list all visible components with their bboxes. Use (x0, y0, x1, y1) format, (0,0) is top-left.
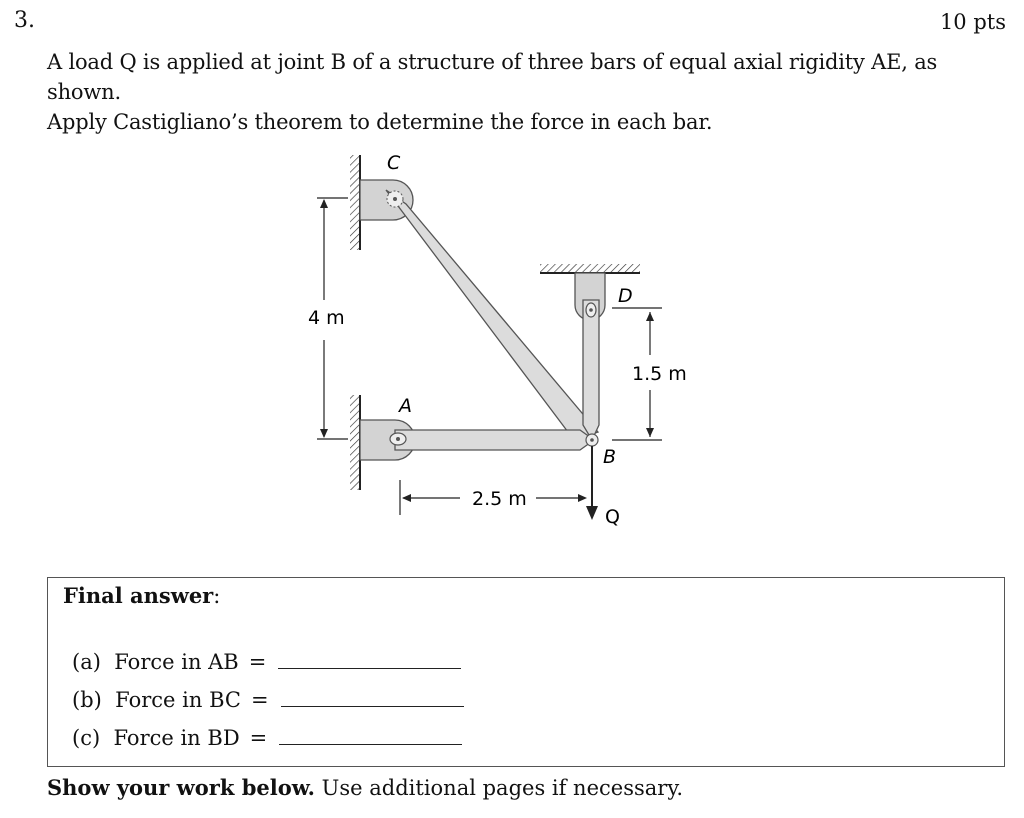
answer-label-bd: (c) Force in BD (72, 726, 240, 750)
label-b: B (603, 446, 617, 468)
final-answer-title: Final answer: (63, 583, 221, 608)
wall-support-c (350, 155, 360, 250)
label-d: D (618, 285, 633, 307)
answer-row-ab: (a) Force in AB = (72, 650, 461, 674)
bar-ab (395, 430, 594, 450)
label-2-5m: 2.5 m (472, 488, 527, 510)
load-arrow-q (586, 506, 598, 520)
answer-label-bc: (b) Force in BC (72, 688, 241, 712)
answer-blank-bd[interactable] (279, 730, 462, 745)
label-a: A (399, 395, 412, 417)
label-q: Q (605, 506, 620, 528)
question-number: 3. (14, 8, 35, 33)
label-4m: 4 m (308, 307, 345, 329)
wall-support-a (350, 395, 360, 490)
work-instructions-rest: Use additional pages if necessary. (315, 776, 684, 800)
truss-diagram (290, 140, 710, 540)
problem-line-1: A load Q is applied at joint B of a structure of three bars of equal axial rigidity AE, as shown. (47, 50, 938, 104)
label-c: C (387, 152, 401, 174)
bar-bc (386, 190, 598, 440)
answer-row-bc: (b) Force in BC = (72, 688, 464, 712)
label-1-5m: 1.5 m (632, 363, 687, 385)
final-answer-box (47, 577, 1005, 767)
answer-row-bd: (c) Force in BD = (72, 726, 462, 750)
answer-label-ab: (a) Force in AB (72, 650, 239, 674)
ceiling-support-d (540, 264, 640, 273)
problem-line-2: Apply Castigliano’s theorem to determine the force in each bar. (47, 110, 713, 134)
final-answer-heading: Final answer (63, 583, 214, 608)
answer-blank-bc[interactable] (281, 692, 464, 707)
work-instructions (47, 775, 683, 800)
bar-bd (583, 300, 599, 440)
points-value: 10 pts (939, 10, 1006, 34)
answer-blank-ab[interactable] (278, 654, 461, 669)
work-instructions-bold: Show your work below. (47, 775, 315, 800)
problem-statement (47, 47, 1017, 137)
